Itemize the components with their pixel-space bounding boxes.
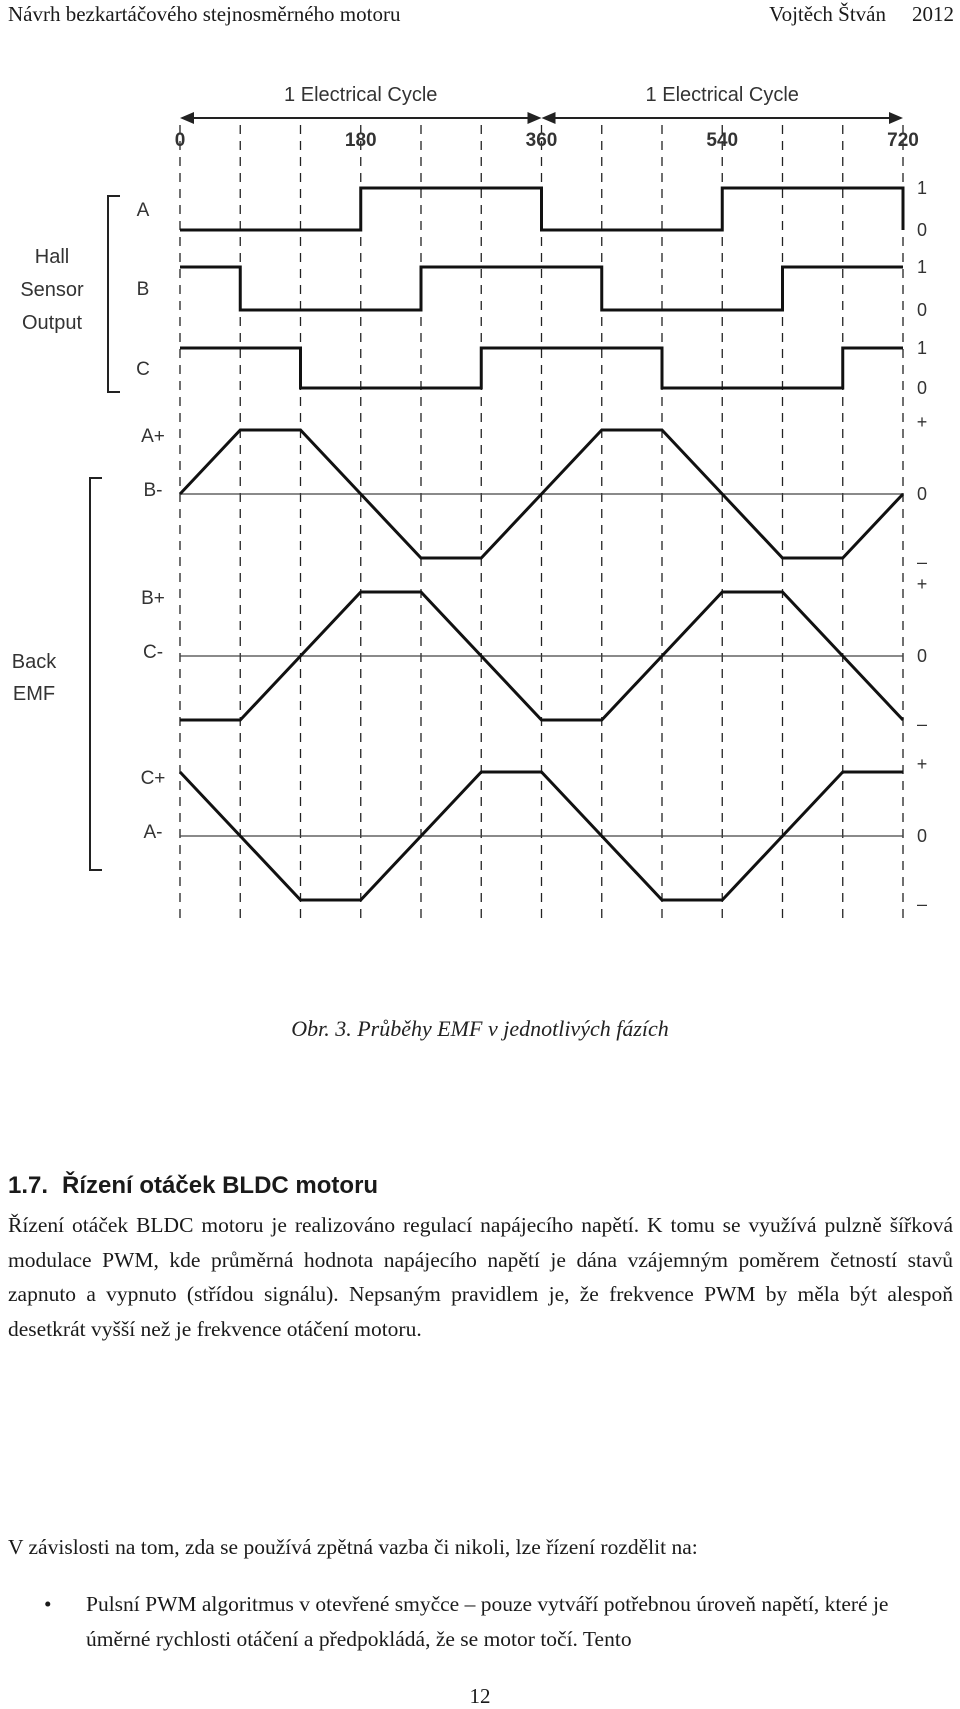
hall-group-label: Output	[21, 312, 83, 334]
emf-phase-label: A+	[141, 426, 165, 447]
list-item-text: Pulsní PWM algoritmus v otevřené smyčce – pouze vytváří potřebnou úroveň napětí, které je úměrné rychlosti otáčení a předpokládá, že se motor točí. Tento	[86, 1592, 889, 1651]
figure-left-labels	[12, 196, 166, 870]
level-label-low: 0	[916, 300, 928, 320]
angle-tick-label: 720	[887, 130, 919, 151]
figure-right-labels	[917, 178, 928, 914]
section-title: Řízení otáček BLDC motoru	[62, 1172, 379, 1199]
arrowhead-right	[528, 112, 542, 124]
level-label-plus: +	[916, 754, 928, 774]
figure-gridlines	[180, 125, 903, 920]
arrowhead-left	[180, 112, 194, 124]
hall-group-label: Hall	[34, 246, 70, 268]
emf-phase-label: A-	[143, 822, 163, 843]
paragraph-text: V závislosti na tom, zda se používá zpětná vazba či nikoli, lze řízení rozdělit na:	[8, 1535, 698, 1559]
hall-signal-A	[180, 188, 903, 230]
bullet-marker: •	[44, 1592, 52, 1616]
level-label-zero: 0	[916, 484, 928, 504]
arrowhead-right	[889, 112, 903, 124]
level-label-low: 0	[916, 378, 928, 398]
cycle-label: 1 Electrical Cycle	[284, 84, 438, 106]
emf-group-label: Back	[11, 651, 57, 673]
hall-signal-label: A	[136, 200, 150, 221]
header-year: 2012	[912, 2, 954, 26]
level-label-minus: –	[916, 714, 928, 734]
angle-tick-label: 540	[706, 130, 739, 151]
running-header-meta	[769, 2, 954, 27]
paragraph-text: Řízení otáček BLDC motoru je realizováno regulací napájecího napětí. K tomu se využívá pulzně šířková modulace PWM, kde průměrná hodnota napájecího napětí je dána vzájemným poměrem četností stavů zapnuto a vypnuto (střídou signálu). Nepsaným pravidlem je, že frekvence PWM by měla být alespoň desetkrát vyšší než je frekvence otáčení motoru.	[8, 1213, 953, 1341]
angle-tick-label: 0	[174, 130, 186, 151]
level-label-high: 1	[916, 178, 928, 198]
section-heading	[8, 1172, 378, 1200]
level-label-plus: +	[916, 574, 928, 594]
level-label-plus: +	[916, 412, 928, 432]
angle-tick-label: 180	[344, 130, 377, 151]
angle-tick-label: 360	[525, 130, 558, 151]
cycle-label: 1 Electrical Cycle	[645, 84, 799, 106]
body-paragraph	[8, 1530, 953, 1565]
level-label-minus: –	[916, 894, 928, 914]
hall-signal-label: C	[136, 359, 150, 380]
level-label-low: 0	[916, 220, 928, 240]
emf-phase-label: C+	[140, 768, 166, 789]
hall-signal-label: B	[136, 279, 150, 300]
emf-waveform-figure	[0, 70, 960, 930]
level-label-high: 1	[916, 338, 928, 358]
header-author: Vojtěch Štván	[769, 2, 886, 26]
hall-bracket	[108, 196, 120, 392]
hall-group-label: Sensor	[20, 279, 84, 301]
emf-phase-label: B+	[141, 588, 165, 609]
figure-caption: Obr. 3. Průběhy EMF v jednotlivých fázích	[291, 1016, 669, 1041]
emf-group-label: EMF	[12, 683, 56, 705]
running-header-title: Návrh bezkartáčového stejnosměrného motoru	[8, 2, 401, 26]
level-label-zero: 0	[916, 646, 928, 666]
level-label-zero: 0	[916, 826, 928, 846]
arrowhead-left	[542, 112, 556, 124]
figure-top-axis	[175, 84, 919, 151]
body-paragraph	[8, 1208, 953, 1346]
emf-phase-label: B-	[143, 480, 163, 501]
level-label-minus: –	[916, 552, 928, 572]
level-label-high: 1	[916, 257, 928, 277]
section-number: 1.7.	[8, 1172, 49, 1199]
emf-phase-label: C-	[142, 642, 164, 663]
page-number: 12	[469, 1684, 491, 1708]
emf-bracket	[90, 478, 102, 870]
